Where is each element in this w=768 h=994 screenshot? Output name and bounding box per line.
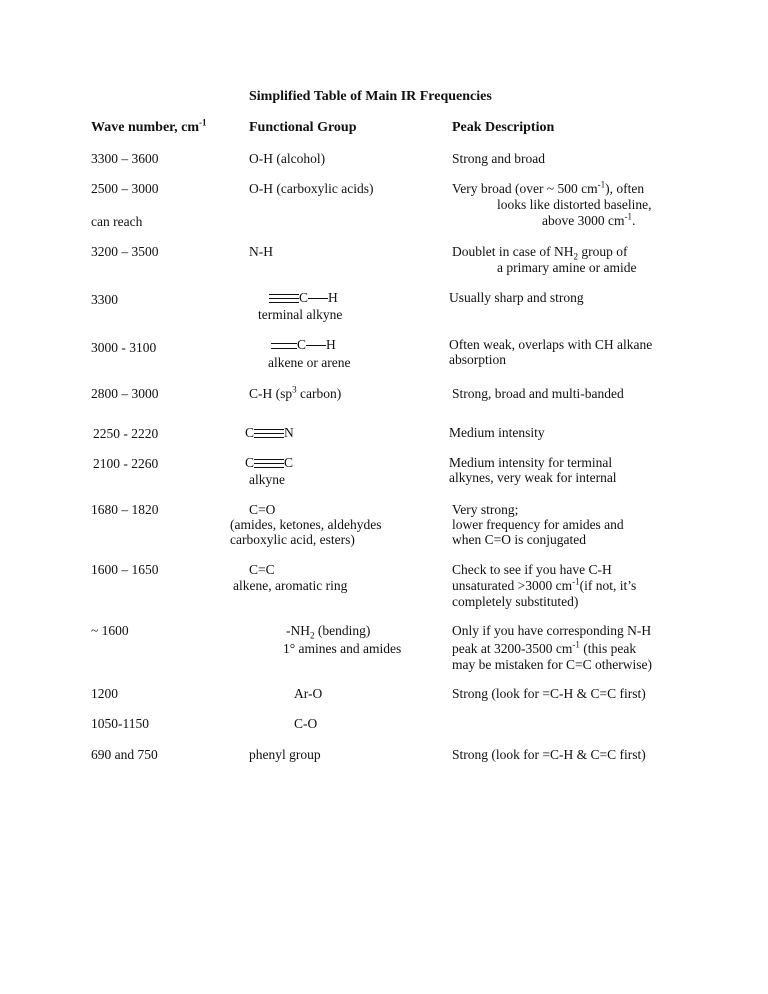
row-3-group-sub: terminal alkyne	[258, 307, 343, 322]
row-7-wave: 2100 - 2260	[93, 456, 159, 471]
row-10-wave: ~ 1600	[91, 623, 129, 638]
row-1-desc-line-2: looks like distorted baseline,	[497, 197, 652, 212]
single-bond-icon	[308, 298, 328, 299]
row-1-desc-line-3: above 3000 $cm^{-1}$.	[542, 211, 636, 228]
row-1-wave-extra: can reach	[91, 214, 143, 229]
row-3-desc: Usually sharp and strong	[449, 290, 584, 305]
row-4-desc-line-2: absorption	[449, 352, 506, 367]
row-4-wave: 3000 - 3100	[91, 340, 157, 355]
row-8-desc-line-3: when C=O is conjugated	[452, 532, 586, 547]
row-11-group: Ar-O	[294, 686, 323, 701]
row-9-desc-line-2: unsaturated >3000 $cm^{-1}(if$ not, it’s	[452, 576, 637, 593]
row-0-group: O-H (alcohol)	[249, 151, 326, 166]
row-0-desc: Strong and broad	[452, 151, 545, 166]
row-7-group-sub: alkyne	[249, 472, 285, 487]
row-6-wave: 2250 - 2220	[93, 426, 159, 441]
row-8-group-line-1: C=O	[249, 502, 276, 517]
row-7-structure: C C	[245, 455, 294, 470]
row-4-group-sub: alkene or arene	[268, 355, 351, 370]
row-8-group-line-3: carboxylic acid, esters)	[230, 532, 355, 547]
row-5-desc: Strong, broad and multi-banded	[452, 386, 624, 401]
row-12-wave: 1050-1150	[91, 716, 149, 731]
row-10-desc-line-1: Only if you have corresponding N-H	[452, 623, 652, 638]
row-2-desc-line-2: a primary amine or amide	[497, 260, 637, 275]
row-11-desc: Strong (look for =C-H & C=C first)	[452, 686, 646, 701]
triple-bond-icon	[269, 294, 299, 303]
page-title: Simplified Table of Main IR Frequencies	[249, 89, 492, 104]
row-9-wave: 1600 – 1650	[91, 562, 159, 577]
row-9-desc-line-1: Check to see if you have C-H	[452, 562, 612, 577]
row-11-wave: 1200	[91, 686, 118, 701]
row-2-wave: 3200 – 3500	[91, 244, 159, 259]
row-1-group: O-H (carboxylic acids)	[249, 181, 374, 196]
row-13-group: phenyl group	[249, 747, 321, 762]
header-wave-number: Wave number, $cm^{-1}$	[91, 117, 207, 135]
row-6-structure: C N	[245, 425, 294, 440]
row-7-desc-line-1: Medium intensity for terminal	[449, 455, 613, 470]
row-10-desc-line-3: may be mistaken for C=C otherwise)	[452, 657, 652, 672]
single-bond-icon	[306, 345, 326, 346]
row-0-wave: 3300 – 3600	[91, 151, 159, 166]
row-10-group-line-1: $-NH_2$ (bending)	[286, 623, 371, 641]
row-3-wave: 3300	[91, 292, 118, 307]
row-10-desc-line-2: peak at 3200-3500 $cm^{-1}$ (this peak	[452, 639, 637, 656]
row-9-desc-line-3: completely substituted)	[452, 594, 579, 609]
triple-bond-icon	[254, 429, 284, 438]
row-4-desc-line-1: Often weak, overlaps with CH alkane	[449, 337, 653, 352]
row-13-desc: Strong (look for =C-H & C=C first)	[452, 747, 646, 762]
row-5-group: C-H ($sp^3$ carbon)	[249, 384, 342, 401]
header-peak-description: Peak Description	[452, 120, 555, 135]
row-6-desc: Medium intensity	[449, 425, 545, 440]
row-10-group-line-2: 1° amines and amides	[283, 641, 402, 656]
row-2-group: N-H	[249, 244, 273, 259]
row-4-structure: C H	[271, 337, 336, 352]
triple-bond-icon	[254, 459, 284, 468]
row-1-desc-line-1: Very broad (over ~ 500 $cm^{-1}$), often	[452, 179, 645, 196]
row-8-wave: 1680 – 1820	[91, 502, 159, 517]
row-12-group: C-O	[294, 716, 318, 731]
row-8-desc-line-2: lower frequency for amides and	[452, 517, 624, 532]
row-2-desc-line-1: Doublet in case of $NH_2$ group of	[452, 244, 628, 262]
row-8-desc-line-1: Very strong;	[452, 502, 519, 517]
header-functional-group: Functional Group	[249, 120, 357, 135]
row-1-wave: 2500 – 3000	[91, 181, 159, 196]
row-5-wave: 2800 – 3000	[91, 386, 159, 401]
row-9-group-line-1: C=C	[249, 562, 275, 577]
row-7-desc-line-2: alkynes, very weak for internal	[449, 470, 617, 485]
row-8-group-line-2: (amides, ketones, aldehydes	[230, 517, 382, 532]
row-3-structure: C H	[269, 290, 338, 305]
row-9-group-line-2: alkene, aromatic ring	[233, 578, 348, 593]
double-bond-icon	[271, 343, 297, 349]
row-13-wave: 690 and 750	[91, 747, 158, 762]
